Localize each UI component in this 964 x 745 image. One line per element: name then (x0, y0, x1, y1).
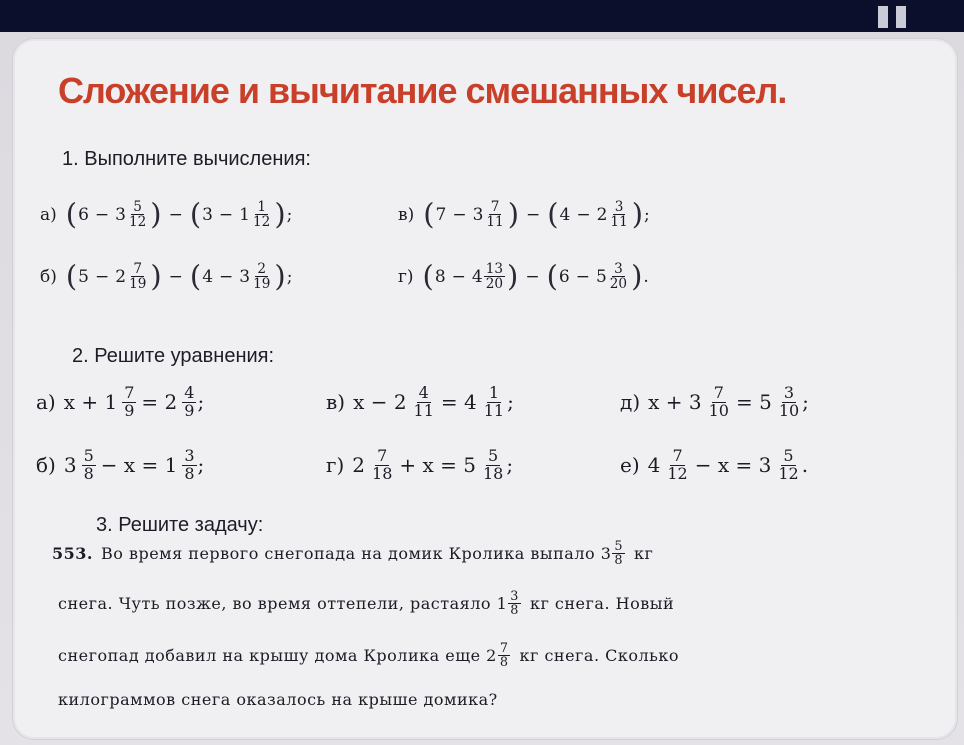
equation-left: x + 1 (63, 390, 118, 415)
left-paren: ( (65, 259, 78, 294)
minus-sign: − (452, 204, 467, 225)
problem-text: снегопад добавил на крышу дома Кролика еще 2 (58, 646, 497, 666)
item-label: в) (398, 204, 415, 225)
right-paren: ) (150, 259, 162, 294)
numerator: 5 (83, 446, 94, 465)
number: 6 (558, 266, 570, 287)
item-label: г) (326, 453, 345, 478)
problem-line-3 (58, 642, 679, 670)
fraction (127, 200, 148, 230)
whole-part: 3 (115, 204, 126, 225)
top-bar-marker (878, 6, 888, 28)
equation-middle: = 2 (141, 390, 178, 415)
whole-part: 3 (239, 266, 251, 287)
fraction (251, 200, 272, 230)
minus-sign: − (525, 204, 541, 225)
numerator: 3 (184, 446, 195, 465)
task3-heading: 3. Решите задачу: (96, 514, 264, 536)
numerator: 3 (510, 589, 519, 604)
terminator: ; (286, 204, 293, 225)
fraction (122, 385, 136, 420)
problem-text: кг снега. Новый (529, 594, 675, 614)
equation-middle: + x = 5 (399, 453, 476, 478)
denominator: 12 (128, 214, 147, 231)
terminator: . (643, 266, 649, 287)
fraction (370, 448, 394, 483)
fraction (612, 540, 625, 568)
whole-part: 2 (115, 266, 127, 287)
terminator: ; (286, 266, 293, 287)
denominator: 18 (372, 463, 393, 483)
item-label: в) (326, 390, 346, 415)
item-label: б) (36, 453, 56, 478)
denominator: 8 (184, 463, 195, 483)
whole-part: 4 (471, 266, 483, 287)
fraction (481, 448, 505, 483)
numerator: 3 (614, 199, 624, 215)
fraction (508, 590, 521, 618)
task2-item-v (326, 385, 514, 420)
numerator: 7 (490, 199, 500, 215)
problem-line-4 (58, 690, 498, 709)
problem-text: Во время первого снегопада на домик Кролика выпало 3 (100, 544, 612, 564)
terminator: ; (507, 390, 514, 415)
numerator: 2 (257, 261, 267, 277)
problem-text: килограммов снега оказалось на крыше домика? (58, 690, 498, 709)
denominator: 10 (778, 400, 800, 420)
denominator: 20 (609, 276, 628, 293)
fraction (777, 385, 801, 420)
numerator: 7 (499, 641, 509, 656)
equation-left: 2 (352, 453, 366, 478)
equation-left: 3 (63, 453, 77, 478)
task2-heading: 2. Решите уравнения: (72, 345, 275, 367)
fraction (665, 448, 689, 483)
task2-item-g (326, 448, 513, 483)
denominator: 11 (610, 214, 628, 231)
equation-middle: = 5 (735, 390, 772, 415)
denominator: 11 (413, 400, 434, 420)
equation-middle: = 4 (440, 390, 477, 415)
number: 7 (435, 204, 447, 225)
task1-item-b (40, 259, 293, 294)
terminator: . (801, 453, 809, 478)
denominator: 18 (482, 463, 504, 483)
task1-item-v (398, 197, 650, 232)
fraction (707, 385, 731, 420)
numerator: 1 (488, 383, 500, 402)
numerator: 1 (257, 199, 266, 215)
terminator: ; (644, 204, 650, 225)
whole-part: 3 (472, 204, 484, 225)
task2-item-e (620, 448, 808, 483)
equation-left: x − 2 (353, 390, 407, 415)
fraction (776, 448, 800, 483)
number: 3 (202, 204, 213, 225)
number: 8 (434, 266, 446, 287)
left-paren: ( (547, 197, 559, 232)
numerator: 5 (488, 446, 499, 465)
numerator: 5 (133, 199, 142, 215)
top-bar-marker (896, 6, 906, 28)
numerator: 7 (672, 446, 683, 465)
right-paren: ) (507, 197, 519, 232)
fraction (484, 262, 505, 292)
problem-line-1 (52, 540, 653, 568)
minus-sign: − (94, 204, 110, 225)
item-label: б) (40, 266, 57, 287)
denominator: 8 (83, 463, 94, 483)
window-top-bar (0, 0, 964, 32)
task2-item-b (36, 448, 204, 483)
left-paren: ( (189, 197, 202, 232)
whole-part: 2 (596, 204, 608, 225)
equation-left: 4 (647, 453, 661, 478)
item-label: д) (620, 390, 641, 415)
right-paren: ) (631, 197, 644, 232)
right-paren: ) (507, 259, 519, 294)
item-label: а) (36, 390, 56, 415)
equation-middle: − x = 3 (694, 453, 772, 478)
equation-left: x + 3 (648, 390, 702, 415)
fraction (412, 385, 436, 420)
left-paren: ( (422, 259, 434, 294)
denominator: 19 (253, 276, 271, 293)
problem-text: кг снега. Сколько (519, 646, 680, 666)
item-label: а) (40, 204, 57, 225)
denominator: 12 (778, 463, 799, 483)
denominator: 8 (510, 603, 519, 619)
problem-number: 553. (52, 544, 93, 564)
right-paren: ) (274, 197, 286, 232)
fraction (484, 200, 505, 230)
task2-item-d (620, 385, 809, 420)
fraction (127, 262, 148, 292)
task1-item-a (40, 197, 293, 232)
minus-sign: − (525, 266, 540, 287)
equation-middle: − x = 1 (100, 453, 178, 478)
problem-line-2 (58, 590, 674, 618)
fraction (498, 642, 511, 670)
denominator: 20 (485, 276, 504, 293)
terminator: ; (802, 390, 809, 415)
terminator: ; (197, 390, 205, 415)
numerator: 7 (377, 446, 388, 465)
denominator: 11 (486, 214, 504, 231)
left-paren: ( (189, 259, 202, 294)
minus-sign: − (219, 266, 234, 287)
fraction (608, 262, 629, 292)
right-paren: ) (150, 197, 162, 232)
item-label: г) (398, 266, 414, 287)
terminator: ; (197, 453, 205, 478)
denominator: 19 (129, 276, 147, 293)
numerator: 3 (614, 261, 623, 277)
terminator: ; (506, 453, 514, 478)
problem-text: снега. Чуть позже, во время оттепели, растаяло 1 (58, 594, 508, 614)
denominator: 12 (253, 214, 271, 231)
denominator: 11 (483, 400, 505, 420)
minus-sign: − (94, 266, 110, 287)
denominator: 8 (614, 553, 624, 569)
task1-heading: 1. Выполните вычисления: (62, 148, 311, 170)
right-paren: ) (631, 259, 643, 294)
left-paren: ( (546, 259, 558, 294)
fraction (182, 385, 196, 420)
minus-sign: − (451, 266, 466, 287)
numerator: 5 (614, 539, 624, 554)
numerator: 3 (783, 383, 795, 402)
numerator: 7 (133, 261, 143, 277)
minus-sign: − (168, 266, 183, 287)
numerator: 13 (485, 261, 504, 277)
whole-part: 5 (595, 266, 607, 287)
page-title: Сложение и вычитание смешанных чисел. (58, 70, 787, 111)
fraction (482, 385, 506, 420)
number: 6 (78, 204, 89, 225)
numerator: 4 (184, 383, 195, 402)
left-paren: ( (423, 197, 435, 232)
minus-sign: − (168, 204, 183, 225)
number: 5 (78, 266, 89, 287)
fraction (82, 448, 96, 483)
whole-part: 1 (239, 204, 250, 225)
denominator: 9 (124, 400, 135, 420)
numerator: 7 (713, 383, 724, 402)
task2-item-a (36, 385, 204, 420)
right-paren: ) (274, 259, 286, 294)
fraction (251, 262, 272, 292)
number: 4 (559, 204, 571, 225)
fraction (182, 448, 196, 483)
minus-sign: − (576, 204, 591, 225)
fraction (608, 200, 629, 230)
task1-item-g (398, 259, 649, 294)
denominator: 9 (184, 400, 195, 420)
numerator: 5 (783, 446, 794, 465)
number: 4 (202, 266, 214, 287)
denominator: 10 (708, 400, 729, 420)
denominator: 8 (499, 655, 509, 671)
problem-text: кг (634, 544, 654, 564)
item-label: е) (620, 453, 640, 478)
numerator: 4 (418, 383, 429, 402)
left-paren: ( (65, 197, 78, 232)
minus-sign: − (218, 204, 234, 225)
minus-sign: − (575, 266, 590, 287)
numerator: 7 (124, 383, 135, 402)
denominator: 12 (667, 463, 688, 483)
